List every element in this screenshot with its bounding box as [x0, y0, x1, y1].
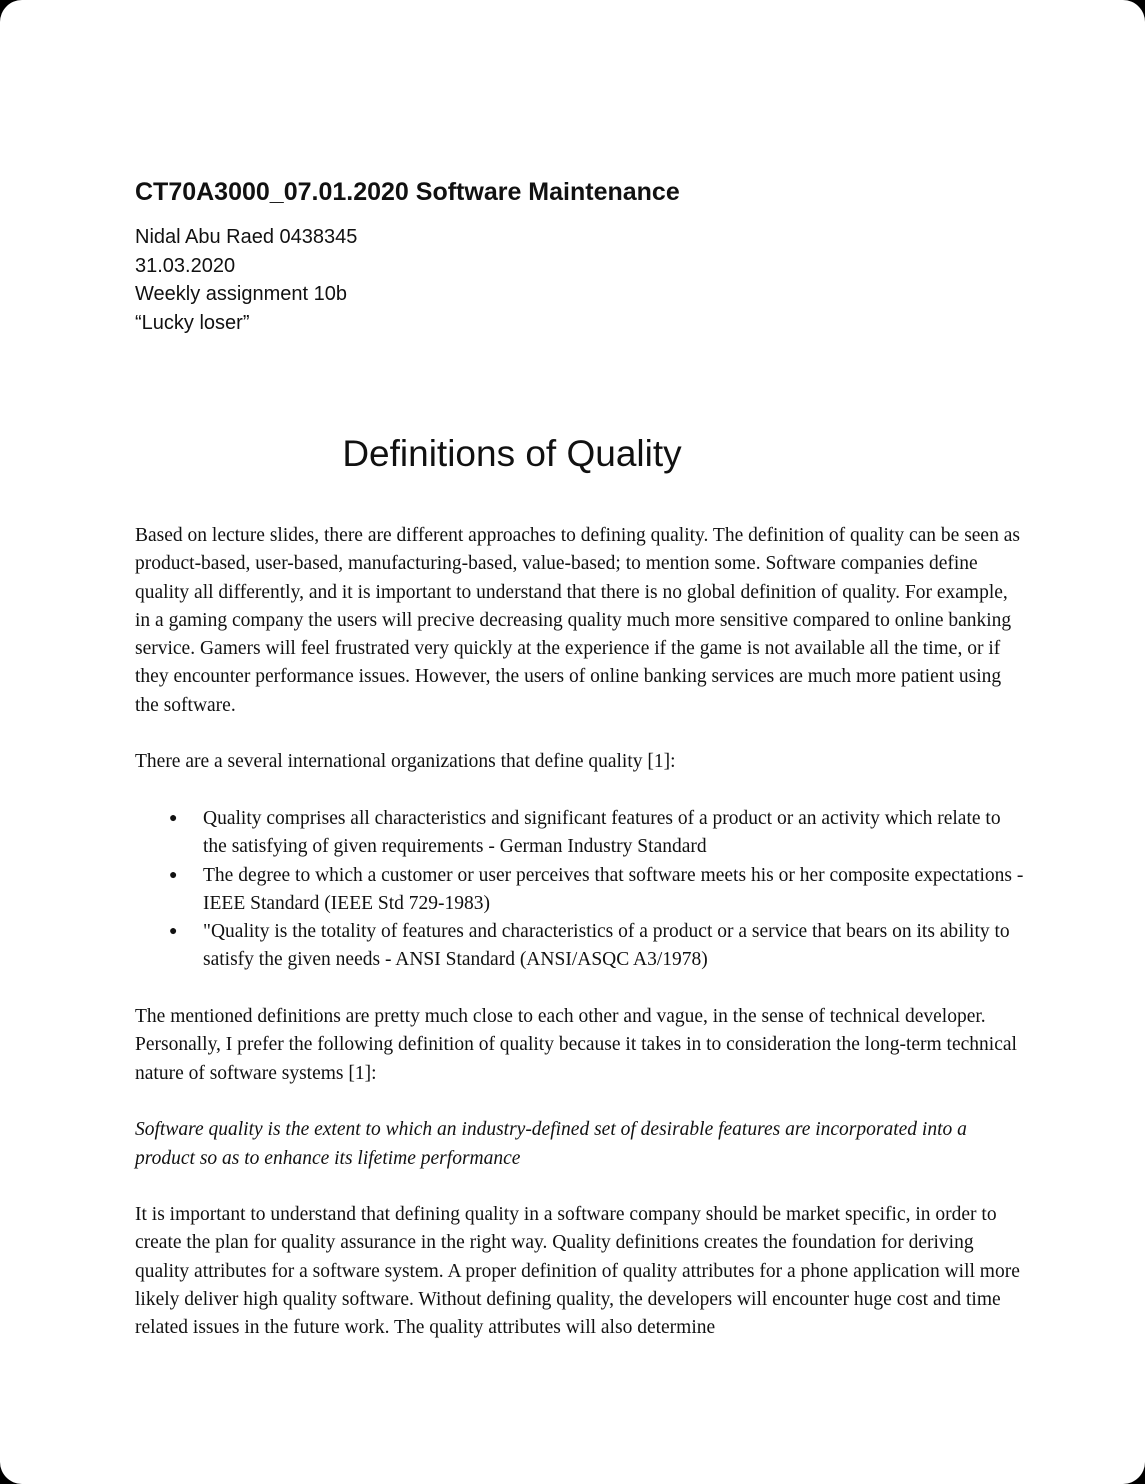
assignment-line: Weekly assignment 10b: [135, 283, 347, 305]
date-line: 31.03.2020: [135, 254, 236, 277]
document-title: Definitions of Quality: [342, 433, 682, 474]
bullet-icon: ●: [169, 924, 178, 940]
conclusion-paragraph: It is important to understand that defining quality in a software company should be market specific, in order to create the plan for quality assurance in the right way. Quality definitions creates the foundation for deriving quality attributes for a software system. A proper definition of quality attributes for a phone application will more likely deliver high quality software. Without defining quality, the developers will encounter huge cost and time related issues in the future work. The quality attributes will also determine: [135, 1204, 1020, 1339]
organizations-paragraph: There are a several international organizations that define quality [1]:: [135, 751, 676, 773]
definition-text: The degree to which a customer or user perceives that software meets his or her composite expectations - IEEE Standard (IEEE Std 729-1983): [203, 864, 1024, 914]
definitions-list: [135, 805, 1025, 975]
comparison-paragraph: The mentioned definitions are pretty much close to each other and vague, in the sense of technical developer. Personally, I prefer the following definition of quality because it takes in to consideration the long-term technical nature of software systems [1]:: [135, 1006, 1017, 1084]
definition-text: "Quality is the totality of features and characteristics of a product or a service that bears on its ability to satisfy the given needs - ANSI Standard (ANSI/ASQC A3/1978): [203, 921, 1010, 971]
nickname-line: “Lucky loser”: [135, 311, 250, 334]
author-name-line: Nidal Abu Raed 0438345: [135, 226, 358, 248]
list-item: [169, 918, 1025, 975]
author-info: [135, 223, 357, 337]
list-item: [169, 805, 1025, 862]
document-body: [135, 522, 1025, 1371]
course-title: CT70A3000_07.01.2020 Software Maintenance: [135, 178, 680, 206]
intro-paragraph: Based on lecture slides, there are different approaches to defining quality. The definition of quality can be seen as product-based, user-based, manufacturing-based, value-based; to mention some. Software companies define quality all differently, and it is important to understand that there is no global definition of quality. For example, in a gaming company the users will precive decreasing quality much more sensitive compared to online banking service. Gamers will feel frustrated very quickly at the experience if the game is not available all the time, or if they encounter performance issues. However, the users of online banking services are much more patient using the software.: [135, 525, 1020, 716]
bullet-icon: ●: [169, 867, 178, 883]
preferred-definition-quote: Software quality is the extent to which an industry-defined set of desirable features are incorporated into a product so as to enhance its lifetime performance: [135, 1119, 967, 1169]
definition-text: Quality comprises all characteristics and significant features of a product or an activity which relate to the satisfying of given requirements - German Industry Standard: [203, 807, 1001, 858]
list-item: [169, 862, 1025, 919]
bullet-icon: ●: [169, 810, 178, 826]
